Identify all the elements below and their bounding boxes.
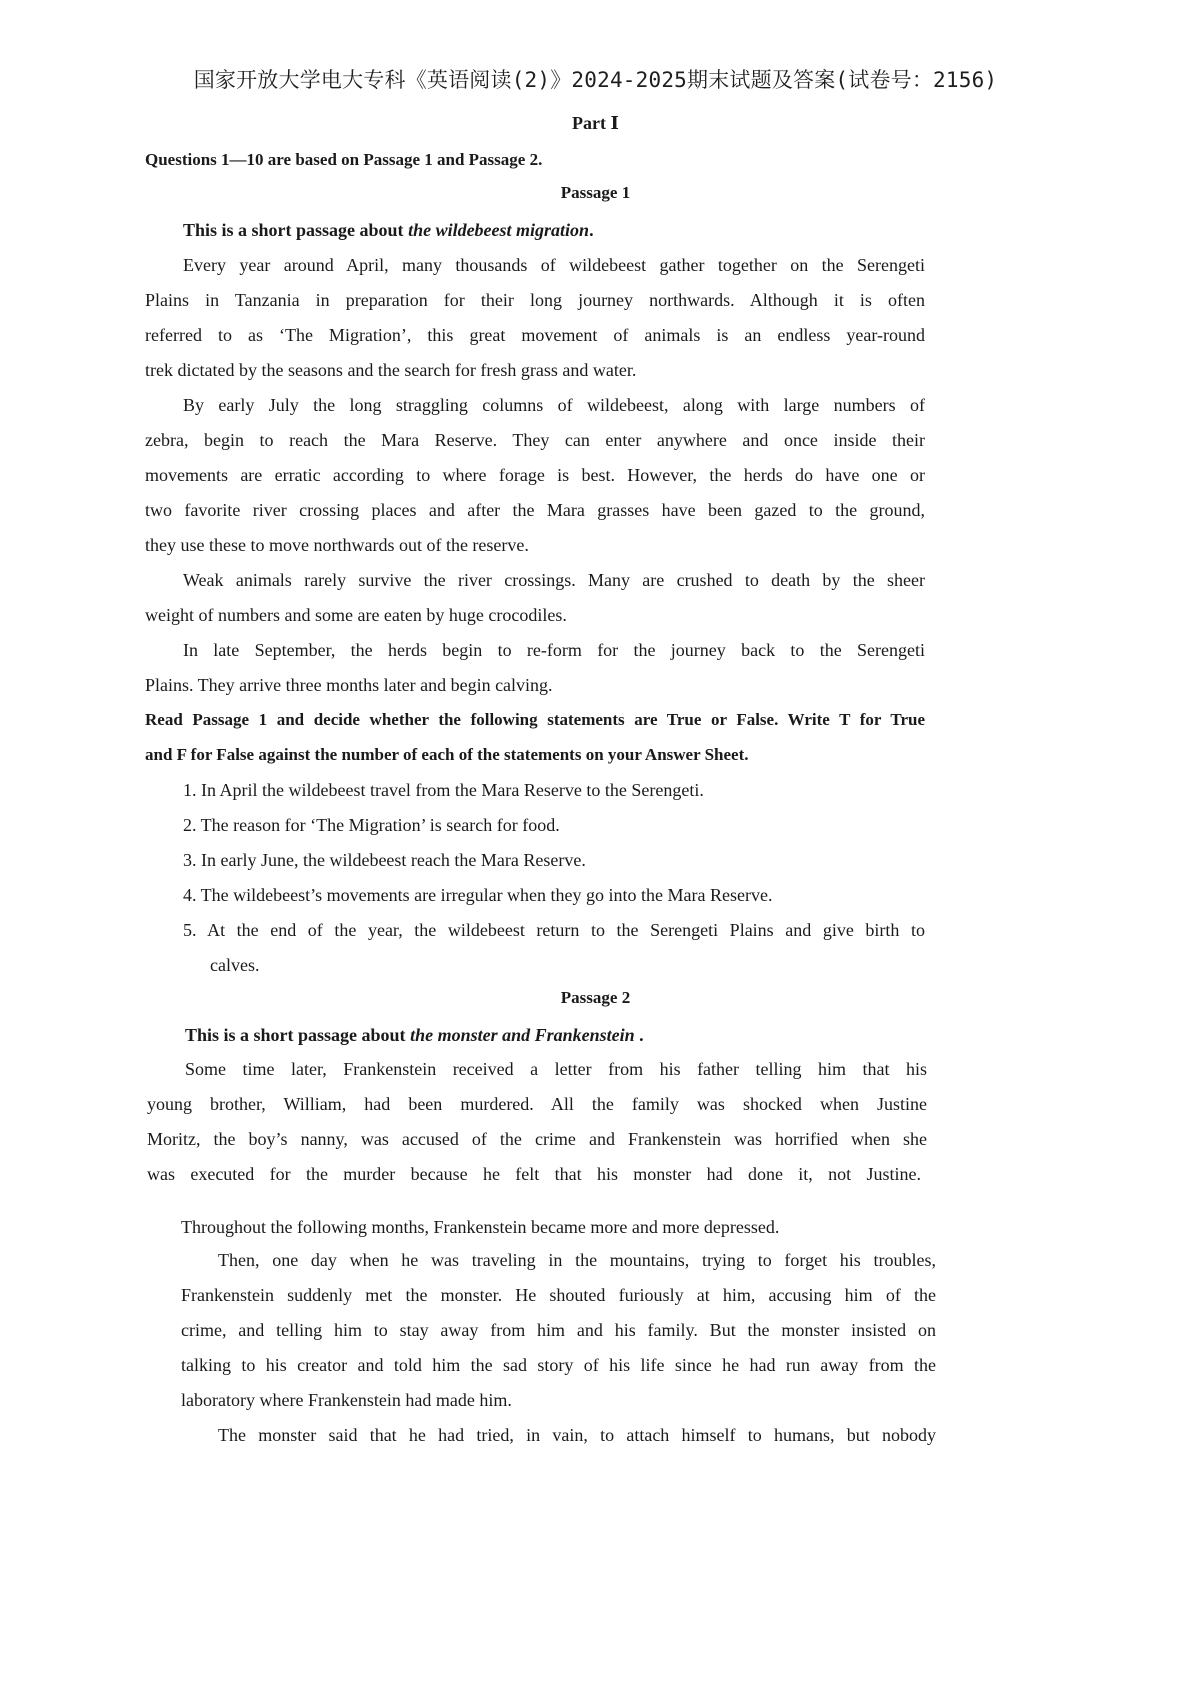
part-heading: Part Ⅰ — [572, 113, 619, 133]
passage1-instructions: Read Passage 1 and decide whether the following statements are True or False. Write T for True — [145, 710, 925, 729]
passage2-heading: Passage 2 — [560, 988, 631, 1007]
passage2-intro-suffix: . — [634, 1025, 644, 1045]
passage1-line: Every year around April, many thousands of wildebeest gather together on the Serengeti — [183, 255, 925, 275]
passage2-intro-topic: the monster and Frankenstein — [410, 1025, 635, 1045]
passage1-line: two favorite river crossing places and after the Mara grasses have been gazed to the ground, — [145, 500, 925, 520]
passage1-line: zebra, begin to reach the Mara Reserve. They can enter anywhere and once inside their — [145, 430, 925, 450]
passage1-instructions: and F for False against the number of each of the statements on your Answer Sheet. — [145, 745, 749, 764]
passage1-intro — [183, 218, 594, 242]
passage2-line: talking to his creator and told him the sad story of his life since he had run away from the — [181, 1355, 936, 1375]
statement-item: 1. In April the wildebeest travel from the Mara Reserve to the Serengeti. — [183, 780, 704, 800]
passage2-line: was executed for the murder because he felt that his monster had done it, not Justine. — [147, 1164, 921, 1184]
passage1-line: In late September, the herds begin to re-form for the journey back to the Serengeti — [183, 640, 925, 660]
passage2-line: Some time later, Frankenstein received a letter from his father telling him that his — [185, 1059, 927, 1079]
passage1-intro-suffix: . — [589, 220, 594, 240]
passage1-line: weight of numbers and some are eaten by huge crocodiles. — [145, 605, 567, 625]
passage2-line: Moritz, the boy’s nanny, was accused of the crime and Frankenstein was horrified when she — [147, 1129, 927, 1149]
passage2-line: Then, one day when he was traveling in the mountains, trying to forget his troubles, — [218, 1250, 936, 1270]
passage2-intro — [185, 1023, 644, 1047]
passage1-line: they use these to move northwards out of the reserve. — [145, 535, 529, 555]
passage2-line: young brother, William, had been murdered. All the family was shocked when Justine — [147, 1094, 927, 1114]
questions-intro: Questions 1—10 are based on Passage 1 and Passage 2. — [145, 150, 543, 169]
statement-item: 4. The wildebeest’s movements are irregular when they go into the Mara Reserve. — [183, 885, 773, 905]
passage2-line: laboratory where Frankenstein had made him. — [181, 1390, 512, 1410]
passage1-line: Weak animals rarely survive the river crossings. Many are crushed to death by the sheer — [183, 570, 925, 590]
passage1-heading: Passage 1 — [560, 183, 631, 202]
passage1-line: By early July the long straggling columns of wildebeest, along with large numbers of — [183, 395, 925, 415]
passage1-line: movements are erratic according to where forage is best. However, the herds do have one or — [145, 465, 925, 485]
passage1-intro-topic: the wildebeest migration — [408, 220, 590, 240]
statement-item: calves. — [210, 955, 260, 975]
passage1-line: referred to as ‘The Migration’, this great movement of animals is an endless year-round — [145, 325, 925, 345]
passage2-line: The monster said that he had tried, in vain, to attach himself to humans, but nobody — [218, 1425, 936, 1445]
passage2-intro-prefix: This is a short passage about — [185, 1025, 411, 1045]
statement-item: 2. The reason for ‘The Migration’ is search for food. — [183, 815, 560, 835]
passage1-line: Plains. They arrive three months later and begin calving. — [145, 675, 553, 695]
statement-item: 3. In early June, the wildebeest reach the Mara Reserve. — [183, 850, 586, 870]
page-header-title: 国家开放大学电大专科《英语阅读(2)》2024-2025期末试题及答案(试卷号：2156) — [193, 68, 998, 92]
statement-item: 5. At the end of the year, the wildebeest return to the Serengeti Plains and give birth to — [183, 920, 925, 940]
passage1-line: Plains in Tanzania in preparation for their long journey northwards. Although it is often — [145, 290, 925, 310]
passage1-intro-prefix: This is a short passage about — [183, 220, 409, 240]
passage2-line: Frankenstein suddenly met the monster. He shouted furiously at him, accusing him of the — [181, 1285, 936, 1305]
passage1-line: trek dictated by the seasons and the search for fresh grass and water. — [145, 360, 637, 380]
passage2-line: Throughout the following months, Frankenstein became more and more depressed. — [181, 1217, 780, 1237]
passage2-line: crime, and telling him to stay away from him and his family. But the monster insisted on — [181, 1320, 936, 1340]
